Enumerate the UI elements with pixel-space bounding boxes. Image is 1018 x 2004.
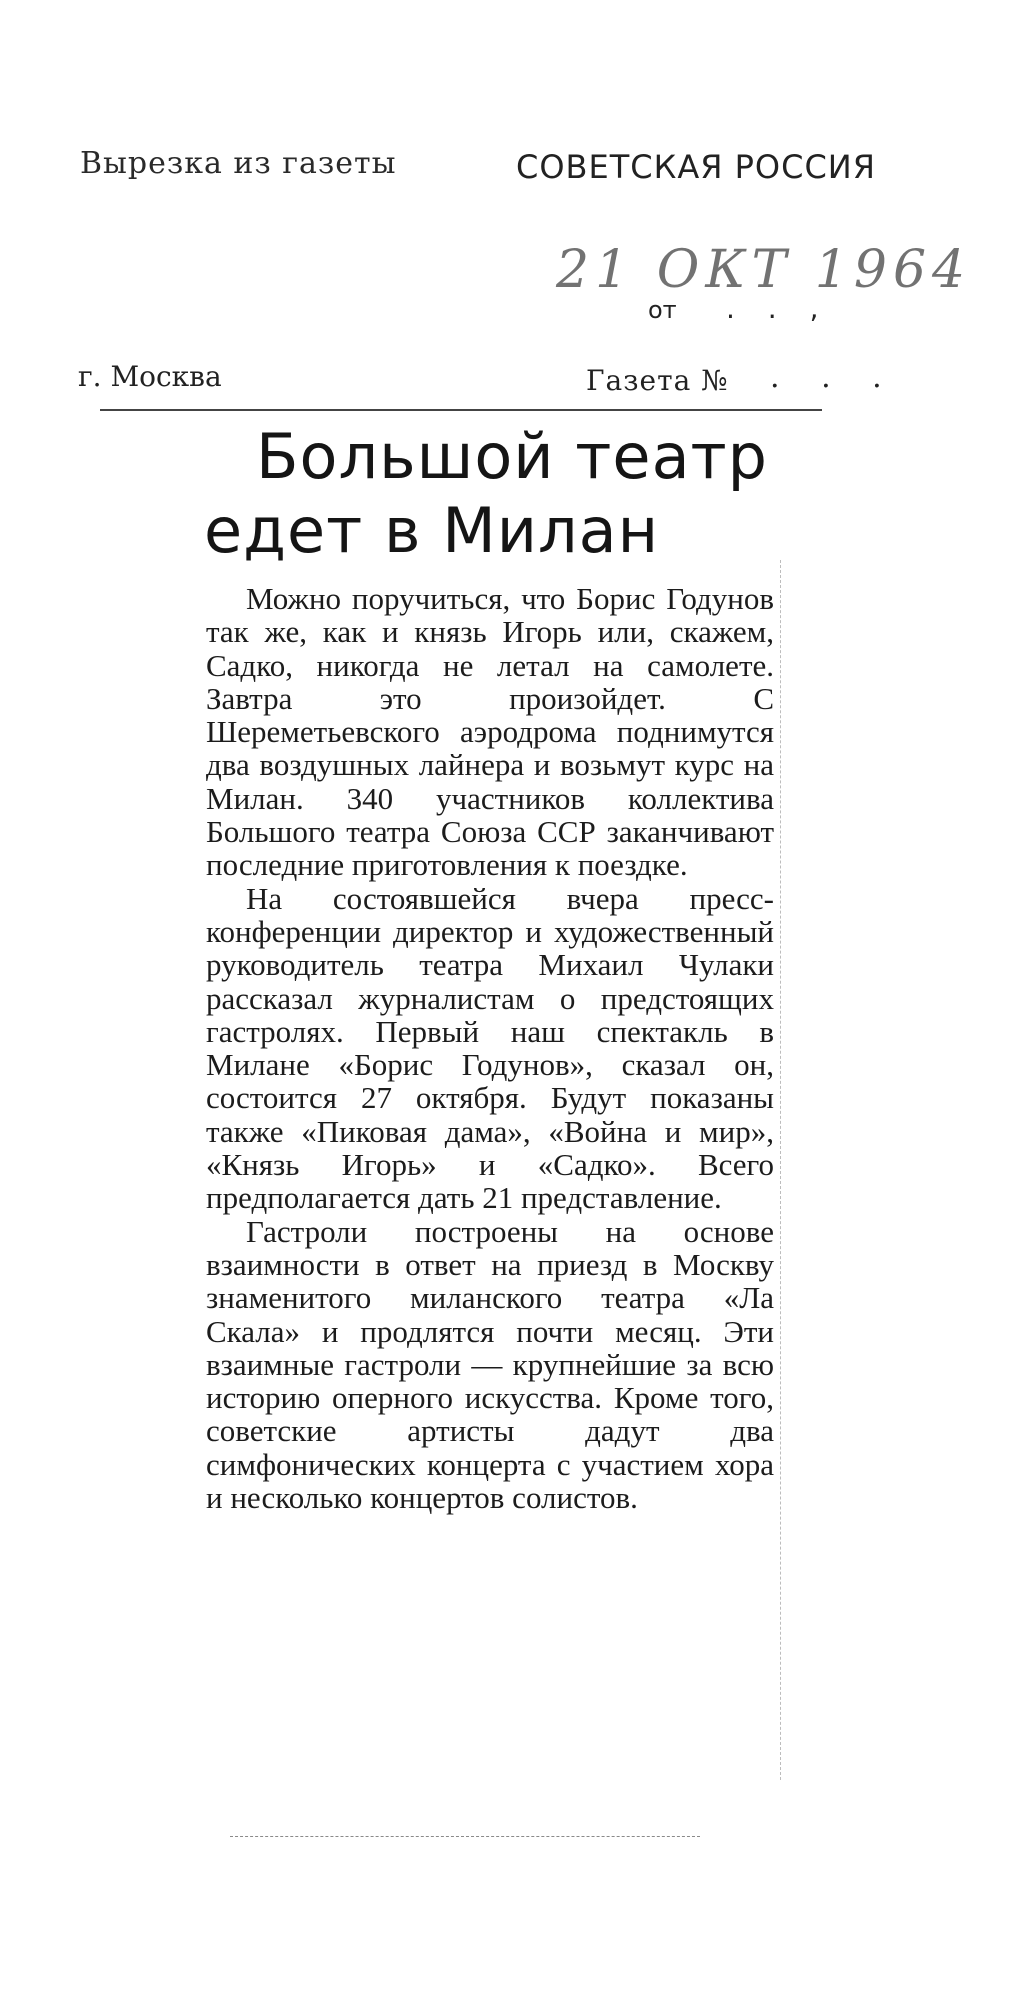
column-edge <box>780 560 782 1780</box>
clipping-bottom-edge <box>230 1836 700 1838</box>
newspaper-name: СОВЕТСКАЯ РОССИЯ <box>516 148 876 186</box>
newspaper-number-dots: . . . <box>770 360 898 395</box>
date-prefix: от <box>648 296 677 324</box>
clipping-label: Вырезка из газеты <box>80 146 397 181</box>
article-paragraph: На состоявшейся вчера пресс-конференции директор и художественный руководитель театра Михаил Чулаки рассказал журналистам о предстоящих гастролях. Первый наш спектакль в Милане «Борис Годунов», сказал он, состоится 27 октября. Будут показаны также «Пиковая дама», «Война и мир», «Князь Игорь» и «Садко». Всего предполагается дать 21 представление. <box>206 880 774 1216</box>
article-paragraph: Гастроли построены на основе взаимности в ответ на приезд в Москву знаменитого миланского театра «Ла Скала» и продлятся почти месяц. Эти взаимные гастроли — крупнейшие за всю историю оперного искусства. Кроме того, советские артисты дадут два симфонических концерта с участием хора и несколько концертов солистов. <box>206 1213 774 1516</box>
newspaper-number-label: Газета № <box>586 364 729 397</box>
city-label: г. Москва <box>78 360 222 393</box>
article-body <box>206 582 774 1514</box>
header-divider <box>100 409 822 411</box>
date-stamp: 21 ОКТ 1964 <box>556 240 972 300</box>
article-headline <box>196 420 816 568</box>
article-paragraph: Можно поручиться, что Борис Годунов так же, как и князь Игорь или, скажем, Садко, никогда не летал на самолете. Завтра это произойдет. С Шереметьевского аэродрома поднимутся два воздушных лайнера и возьмут курс на Милан. 340 участников коллектива Большого театра Союза ССР заканчивают последние приготовления к поездке. <box>206 581 774 883</box>
headline-line-1: Большой театр <box>256 420 769 493</box>
date-dots: . . , <box>726 292 831 325</box>
headline-line-2: едет в Милан <box>204 494 660 567</box>
